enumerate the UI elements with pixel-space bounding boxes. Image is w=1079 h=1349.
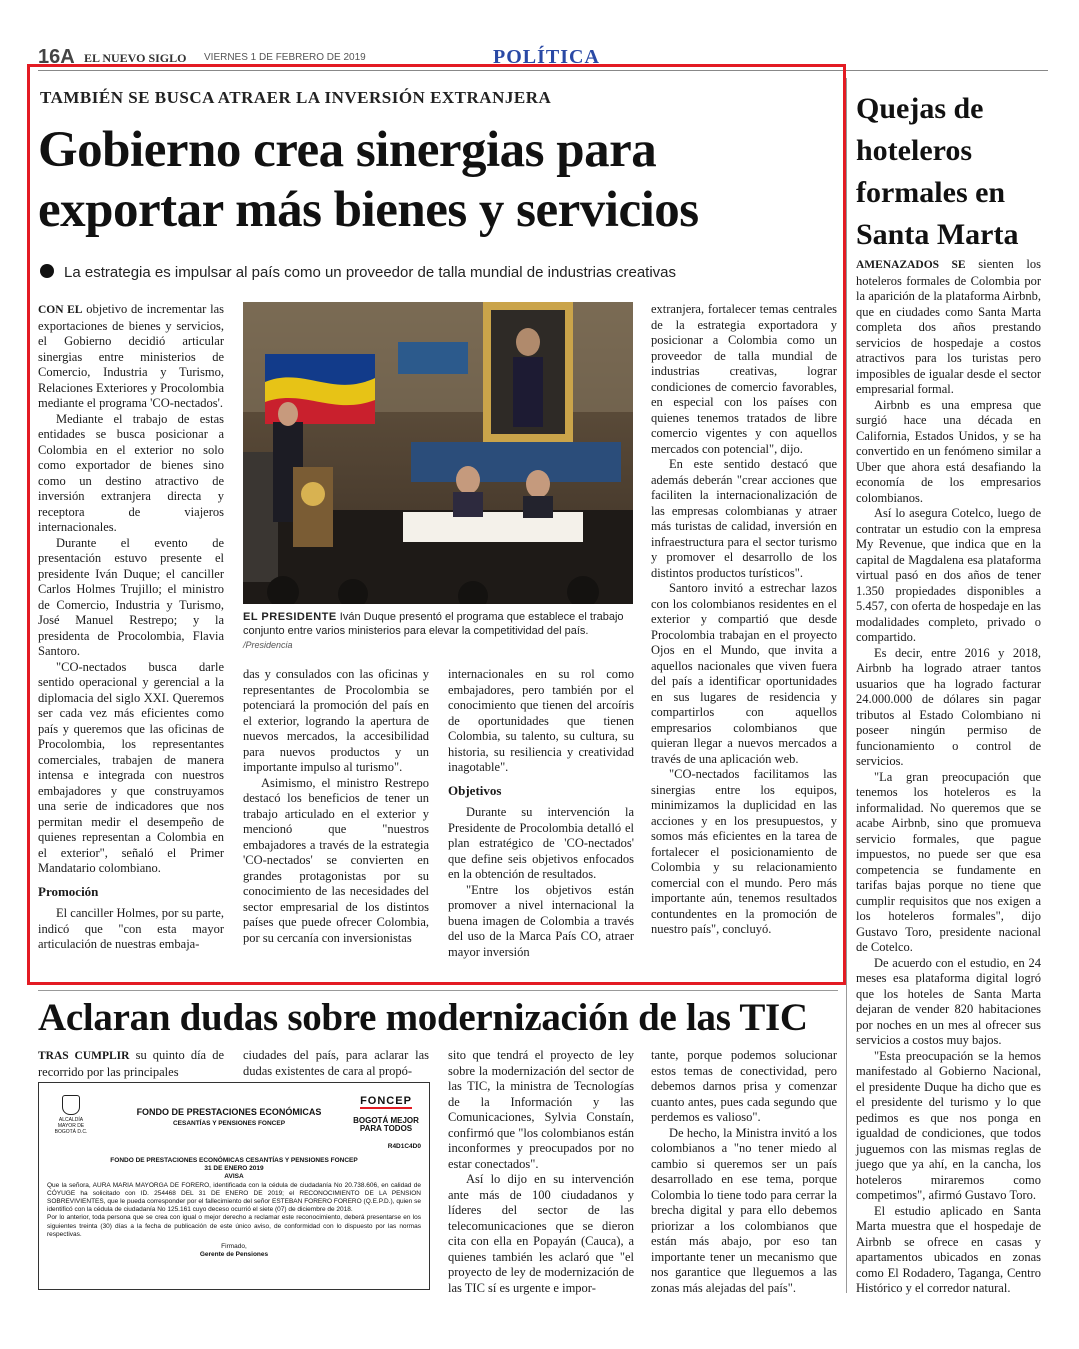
- lead-in: AMENAZADOS SE: [856, 259, 966, 271]
- page-number: 16A: [38, 46, 75, 68]
- paragraph: El canciller Holmes, por su parte, indicó que "con esta mayor articulación de nuestras embaja-: [38, 906, 224, 951]
- paragraph: extranjera, fortalecer temas centrales de la estrategia exportadora y posicionar a Colombia como un proveedor de talla mundial de industrias creativas, lograr condiciones de comercio favorables, en especial con los países con quienes tenemos tratados de libre comercio vigentes y con aquellos mercados con potencial", dijo.: [651, 302, 837, 456]
- notice-label: AVISA: [224, 1173, 244, 1181]
- ad-body: [47, 1157, 421, 1259]
- foncep-logo: FONCEP BOGOTÁ MEJOR PARA TODOS: [351, 1091, 421, 1133]
- section-name: POLÍTICA: [493, 46, 600, 68]
- paragraph: sienten los hoteleros formales de Colombia por la aparición de la plataforma Airbnb, que en ciudades como Santa Marta completa dos años prestando servicios de hospedaje a costos atractivos para los turistas pero imposibles de igualar desde el sector empresarial formal.: [856, 257, 1041, 396]
- paragraph: "CO-nectados facilitamos las sinergias entre los equipos, minimizamos la duplicidad en las acciones y en los presupuestos, y somos más eficientes en la tarea de fortalecer el posicionamiento de Colombia y su relacionamiento comercial con el mundo. Pero más importante aún, tenemos resultados contundentes en la promoción de nuestro país", concluyó.: [651, 767, 837, 936]
- article-photo: [243, 302, 633, 604]
- ad-code: R4D1C4D0: [387, 1143, 421, 1150]
- lead-in: TRAS CUMPLIR: [38, 1050, 130, 1062]
- subheading: Objetivos: [448, 782, 502, 798]
- notice-signer: Gerente de Pensiones: [199, 1251, 269, 1259]
- tic-column-4: [651, 1048, 837, 1296]
- paragraph: De hecho, la Ministra invitó a los colombianos a "no tener miedo al cambio si queremos ser un país desarrollado en ese tema, porque Colombia lo tiene todo para cerrar la brecha digital y para ello debemos priorizar a los colombianos que están más abajo, por eso tan importante tener un mecanismo que nos garantice que lleguemos a las zonas más alejadas del país".: [651, 1125, 837, 1295]
- paragraph: "CO-nectados busca darle sentido operacional y gerencial a la diplomacia del siglo XXI. Queremos ser cada vez más eficientes como país y queremos que las oficinas de Procolombia, los representantes comerciales, trabajen de manera intensa e integrada con nuestros embajadores y que construyamos una serie de indicadores que nos permitan medir el desempeño de quienes representan a Colombia en el exterior", señaló el Primer Mandatario colombiano.: [38, 659, 224, 875]
- paragraph: Santoro invitó a estrechar lazos con los colombianos residentes en el exterior y compartió que desde Procolombia trabajan en el proyecto Ojos en el Mundo, que invita a aquellos nacionales que viven fuera del país a identificar oportunidades en sus lugares de residencia y compartirlos con aquellos empresarios colombianos que quieran llegar a nuevos mercados a través de una aplicación web.: [651, 581, 837, 766]
- masthead-rule: [38, 70, 1048, 71]
- paragraph: Así lo dijo en su intervención ante más de 100 ciudadanos y líderes del sector de las telecomunicaciones que se dieron cita con ella en Popayán (Cauca), a quienes también les aclaró que "el proyecto de ley de modernización de las TIC sí es urgente e impor-: [448, 1172, 634, 1295]
- paragraph: "Entre los objetivos están promover a nivel internacional la buena imagen de Colombia a través del uso de la Marca País CO, atraer mayor inversión: [448, 882, 634, 959]
- notice-date: 31 DE ENERO 2019: [204, 1165, 264, 1173]
- paragraph: internacionales en su rol como embajadores, pero también por el conocimiento que tienen del arcoíris de oportunidades que tienen Colombia, su talento, su cultura, su historia, su resiliencia y creatividad inagotable".: [448, 667, 634, 774]
- article-headline: Gobierno crea sinergias para exportar más bienes y servicios: [38, 122, 699, 238]
- paragraph: objetivo de incrementar las exportaciones de bienes y servicios, el Gobierno decidió articular sinergias entre ministerios de Comercio, Industria y Turismo, Relaciones Exteriores y Procolombia mediante el programa 'CO-nectados'.: [38, 302, 225, 410]
- paragraph: Durante el evento de presentación estuvo presente el presidente Iván Duque; el canciller Carlos Holmes Trujillo; el ministro de Comercio, Industria y Turismo, José Manuel Restrepo; y la presidenta de Procolombia, Flavia Santoro.: [38, 535, 224, 658]
- caption-lead: EL PRESIDENTE: [243, 611, 337, 623]
- paragraph: "Esta preocupación se la hemos manifestado al Gobierno Nacional, el presidente Duque ha dicho que es el presidente del turismo y lo que pedimos es que nos ponga en igualdad de condiciones, que todos juguemos con las mismas reglas de juego que ya ahí, en la cancha, los hoteleros miraremos como competimos", afirmó Gustavo Toro.: [856, 1048, 1041, 1202]
- tic-column-1: [38, 1048, 224, 1080]
- photo-credit: /Presidencia: [243, 640, 293, 650]
- publication-name: EL NUEVO SIGLO: [84, 51, 187, 65]
- subhead-text: La estrategia es impulsar al país como un proveedor de talla mundial de industrias creativas: [64, 264, 676, 281]
- notice-signed: Firmado,: [221, 1243, 247, 1251]
- paragraph: su quinto día de recorrido por las principales: [38, 1048, 224, 1079]
- masthead: [38, 40, 1048, 70]
- paragraph: Durante su intervención la Presidente de Procolombia detalló el plan estratégico de 'CO-nectados' que define seis objetivos enfocados en la obtención de resultados.: [448, 805, 634, 881]
- subheading: Promoción: [38, 883, 99, 899]
- notice-heading: FONDO DE PRESTACIONES ECONÓMICAS CESANTÍAS Y PENSIONES FONCEP: [110, 1157, 358, 1164]
- seal-text: ALCALDÍA MAYOR DE BOGOTÁ D.C.: [54, 1117, 88, 1135]
- tic-column-3: [448, 1048, 634, 1296]
- photo-caption: [243, 610, 633, 652]
- article-column-2: [243, 667, 429, 946]
- side-article-body: [856, 257, 1041, 1297]
- bogota-mejor-logo: BOGOTÁ MEJOR PARA TODOS: [353, 1116, 419, 1133]
- column-divider: [846, 78, 847, 1293]
- paragraph: Airbnb es una empresa que surgió hace una década en California, Estados Unidos, y se ha convertido en un fenómeno similar a Uber que ahora está desafiando la economía de los empresarios colombianos.: [856, 397, 1041, 505]
- paragraph: De acuerdo con el estudio, en 24 meses esa plataforma digital logró que los hoteles de Santa Marta dejaran de vender 820 habitaciones por noches en un mes al ofrecer sus servicios a costos muy bajos.: [856, 955, 1041, 1047]
- notice-paragraph: Que la señora, AURA MARIA MAYORGA DE FORERO, identificada con la cédula de ciudadanía No 20.738.606, en calidad de CÓYUGE ha solicitado con ID. 254468 DEL 31 DE ENERO DE 2019; el RECONOCIMIENTO DE LA PENSION SOBREVIVIENTES, que le pueda corresponder por el fallecimiento del señor ESTEBAN FORERO FORERO (Q.E.P.D.), quien se identificó con la cédula de ciudadanía No 125.161 cuyo deceso ocurrió el siete (07) de diciembre de 2018.: [47, 1181, 421, 1214]
- paragraph: "La gran preocupación que tenemos los hoteleros es la informalidad. No queremos que se acabe Airbnb, sino que promueva servicio formales, que pague impuestos, no puede ser que esa competencia se fundamente en tarifas bajas porque no tiene que cumplir requisitos que nos exigen a los hoteleros formales", dijo Gustavo Toro, presidente nacional de Cotelco.: [856, 769, 1041, 954]
- paragraph: das y consulados con las oficinas y representantes de Procolombia se potenciará la promoción del país en el exterior, logrando la apertura de nuevos mercados, la accesibilidad para nuevos productos y un importante impulso al turismo".: [243, 667, 429, 774]
- article-column-3: [448, 667, 634, 960]
- paragraph: En este sentido destacó que además deberán "crear acciones que faciliten la internacionalización de las empresas colombianas y atraer más turistas de calidad, inversión en infraestructura para el sector turismo y promover el desarrollo de los distintos productos turísticos".: [651, 457, 837, 580]
- article-column-1: [38, 302, 224, 953]
- event-photo-illustration: [243, 302, 633, 604]
- bullet-icon: [40, 264, 54, 278]
- paragraph: El estudio aplicado en Santa Marta muestra que el hospedaje de Airbnb se ofrece en casas y apartamentos ubicados en zonas como El Rodadero, Taganga, Centro Histórico y el corredor natural.: [856, 1203, 1041, 1295]
- issue-date: VIERNES 1 DE FEBRERO DE 2019: [204, 52, 366, 63]
- notice-paragraph: Por lo anterior, toda persona que se crea con igual o mejor derecho a reclamar este reconocimiento, deberá presentarse en los siguientes treinta (30) días a la fecha de publicación de este único aviso, de conformidad con lo dispuesto por las normas respectivas.: [47, 1214, 421, 1238]
- paragraph: Asimismo, el ministro Restrepo destacó los beneficios de tener un trabajo articulado en el exterior y mencionó que "nuestros embajadores a través de la estrategia 'CO-nectados' se convierten en grandes protagonistas por su conocimiento de las necesidades del sector empresarial de los distintos países que puede ofrecer Colombia, por su cercanía con inversionistas: [243, 775, 429, 945]
- paragraph: Es decir, entre 2016 y 2018, Airbnb ha logrado atraer tantos usuarios que ha logrado facturar 24.000.000 de dólares sin pagar tributos al Estado Colombiano ni poseer ningún permiso de funcionamiento o control de servicios.: [856, 645, 1041, 768]
- paragraph: ciudades del país, para aclarar las dudas existentes de cara al propó-: [243, 1048, 429, 1078]
- ad-title: FONDO DE PRESTACIONES ECONÓMICAS: [136, 1107, 322, 1117]
- article-subhead: [40, 264, 830, 281]
- caption-text: Iván Duque presentó el programa que establece el trabajo conjunto entre varios ministerios para elevar la competitividad del país.: [243, 611, 624, 637]
- paragraph: tante, porque podemos solucionar estos temas de conectividad, pero debemos darnos prisa y comenzar cuanto antes, pues cada segundo que perdemos es valioso".: [651, 1048, 837, 1124]
- legal-notice-ad: [38, 1082, 430, 1290]
- paragraph: Así lo asegura Cotelco, luego de contratar un estudio con la empresa My Revenue, que indica que en la capital de Magdalena esa plataforma virtual pasó en dos años de tener 1.350 propiedades disponibles a 5.457, con oferta de hospedaje en las modalidades completo, privado o compartido.: [856, 506, 1041, 644]
- paragraph: sito que tendrá el proyecto de ley sobre la modernización del sector de las TIC, la ministra de Tecnologías de la Información y las Comunicaciones, Sylvia Constaín, confirmó que "los colombianos están inconformes y preocupados por no estar conectados".: [448, 1048, 634, 1171]
- lead-in: CON EL: [38, 304, 83, 316]
- tic-column-2: [243, 1048, 429, 1079]
- ad-subtitle: CESANTÍAS Y PENSIONES FONCEP: [172, 1120, 286, 1127]
- tic-headline: Aclaran dudas sobre modernización de las TIC: [38, 996, 808, 1039]
- paragraph: Mediante el trabajo de estas entidades se busca posicionar a Colombia en el exterior no solo como exportador de bienes sino como un destino atractivo de inversión extranjera directa y receptora de viajeros internacionales.: [38, 411, 224, 534]
- article-kicker: TAMBIÉN SE BUSCA ATRAER LA INVERSIÓN EXTRANJERA: [40, 88, 552, 107]
- article-column-4: [651, 302, 837, 938]
- bogota-seal-icon: [51, 1095, 91, 1135]
- side-headline: Quejas de hoteleros formales en Santa Marta: [856, 92, 1019, 251]
- section-rule: [38, 990, 838, 991]
